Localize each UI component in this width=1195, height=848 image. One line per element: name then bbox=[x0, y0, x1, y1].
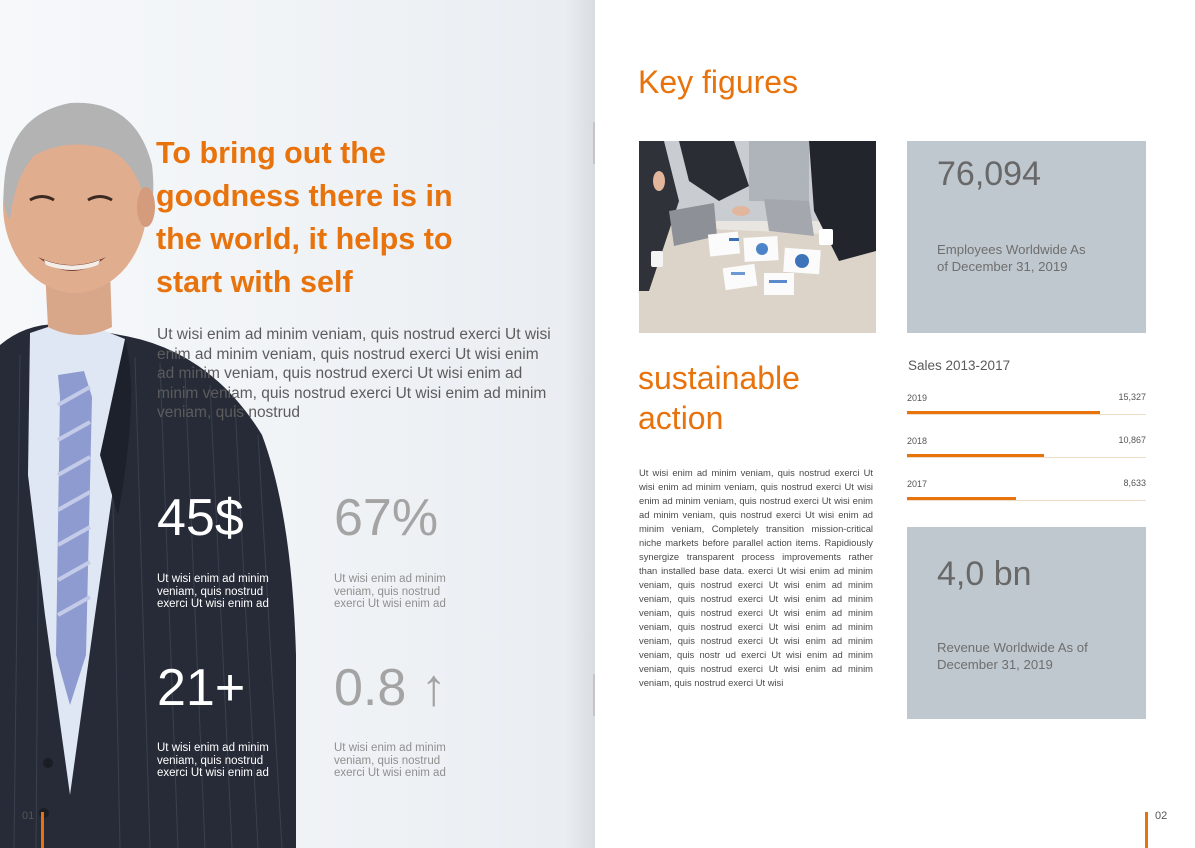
page-number-right: 02 bbox=[1155, 810, 1168, 822]
sales-year-label: 2017 bbox=[907, 479, 928, 489]
kpi-label: Employees Worldwide As of December 31, 2019 bbox=[937, 242, 1086, 274]
sales-bar bbox=[907, 497, 1016, 500]
intro-paragraph: Ut wisi enim ad minim veniam, quis nostrud exerci Ut wisi enim ad minim veniam, quis nostrud exerci Ut wisi enim ad minim veniam, quis nostrud exerci Ut wisi enim ad minim veniam, quis nostrud exerci Ut wisi enim ad minim veniam, quis nostrud bbox=[157, 326, 551, 421]
page-marker-right bbox=[1145, 812, 1148, 848]
kpi-box-revenue bbox=[907, 527, 1146, 719]
stat-value-67: 67% bbox=[334, 489, 439, 547]
sales-bar-track bbox=[907, 500, 1146, 501]
sales-year-label: 2018 bbox=[907, 436, 928, 446]
sales-value-label: 10,867 bbox=[1118, 435, 1146, 445]
stat-value-45: 45$ bbox=[157, 489, 244, 547]
kpi-value: 4,0 bn bbox=[937, 555, 1032, 593]
kpi-box-employees bbox=[907, 141, 1146, 333]
stat-caption: Ut wisi enim ad minim veniam, quis nostrud exerci Ut wisi enim ad bbox=[157, 742, 269, 779]
kpi-label: Revenue Worldwide As of December 31, 2019 bbox=[937, 640, 1088, 672]
section-title: sustainable action bbox=[638, 360, 800, 436]
sales-bar-track bbox=[907, 414, 1146, 415]
stat-value-0-8: 0.8 ↑ bbox=[334, 659, 447, 717]
stat-caption: Ut wisi enim ad minim veniam, quis nostrud exerci Ut wisi enim ad bbox=[334, 573, 446, 610]
page-number-left: 01 bbox=[22, 810, 35, 822]
body-paragraph: Ut wisi enim ad minim veniam, quis nostrud exerci Ut wisi enim ad minim veniam, quis nostrud exerci Ut wisi enim ad minim veniam, quis nostrud exerci Ut wisi enim ad minim veniam, quis nostrud exerci Ut wisi enim ad minim veniam, Completely transition mission-critical niche markets before parallel action items. Rapidiously synergize transparent process improvements rather than installed base data. exerci Ut wisi enim ad minim veniam, quis nostrud exerci Ut wisi enim ad minim veniam, quis nostrud exerci Ut wisi enim ad minim veniam, quis nostrud exerci Ut wisi enim ad minim veniam, quis nostrud exerci Ut wisi enim ad minim veniam, quis nostrud exerci Ut wisi enim ad minim veniam, quis nostr ud exerci Ut wisi enim ad minim veniam, quis nostrud exerci Ut wisi enim ad minim veniam, quis nostrud exerci Ut wisi bbox=[639, 467, 873, 688]
stat-caption: Ut wisi enim ad minim veniam, quis nostrud exerci Ut wisi enim ad bbox=[334, 742, 446, 779]
page-spine-shadow bbox=[565, 0, 595, 848]
sales-chart bbox=[907, 390, 1146, 505]
key-figures-title: Key figures bbox=[638, 64, 799, 100]
stat-caption: Ut wisi enim ad minim veniam, quis nostrud exerci Ut wisi enim ad bbox=[157, 573, 269, 610]
page-marker-left bbox=[41, 812, 44, 848]
headline: To bring out the goodness there is in the world, it helps to start with self bbox=[156, 136, 453, 299]
left-page bbox=[0, 0, 595, 848]
sales-value-label: 15,327 bbox=[1118, 392, 1146, 402]
sales-bar-track bbox=[907, 457, 1146, 458]
stat-value-21: 21+ bbox=[157, 659, 246, 717]
sales-year-label: 2019 bbox=[907, 393, 928, 403]
sales-chart-title: Sales 2013-2017 bbox=[908, 358, 1011, 373]
sales-value-label: 8,633 bbox=[1123, 478, 1146, 488]
sales-bar bbox=[907, 454, 1044, 457]
meeting-photo bbox=[639, 141, 876, 333]
sales-bar bbox=[907, 411, 1100, 414]
kpi-value: 76,094 bbox=[937, 155, 1041, 193]
